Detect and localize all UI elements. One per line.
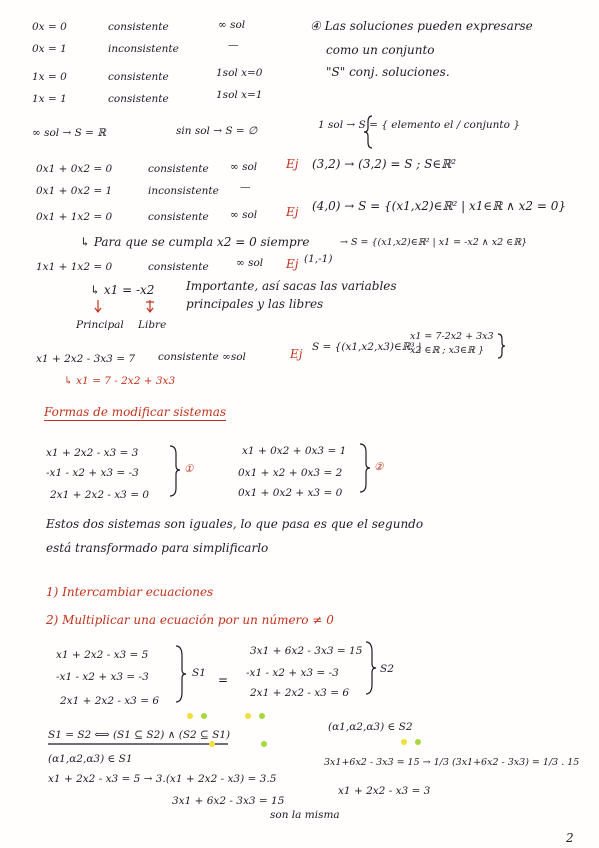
highlight-dot xyxy=(401,739,407,745)
eq2-r4-type: consistente xyxy=(148,261,209,273)
s1-label: ① xyxy=(184,463,194,475)
eq3-set-c: x2 ∈ℝ ; x3∈ℝ } xyxy=(410,345,484,356)
ej-label-2: Ej xyxy=(286,205,299,219)
sys-left-label: S1 xyxy=(192,667,206,679)
highlight-dot xyxy=(201,713,207,719)
equivalence: S1 = S2 ⟺ (S1 ⊆ S2) ∧ (S2 ⊆ S1) xyxy=(48,729,231,741)
sol-none-1: — xyxy=(228,39,239,51)
eq2-r2-type: inconsistente xyxy=(148,185,219,197)
operation-2: 2) Multiplicar una ecuación por un número ≠ 0 xyxy=(46,613,334,627)
tuple-s1: (α1,α2,α3) ∈ S1 xyxy=(48,753,133,765)
sys-right-row-3: 2x1 + 2x2 - x3 = 6 xyxy=(250,687,350,699)
ej-point-3: (1,-1) xyxy=(304,253,333,265)
highlight-dot xyxy=(259,713,265,719)
systems-equals: = xyxy=(218,673,229,687)
eq2-r3-type: consistente xyxy=(148,211,209,223)
eq3-set-a: S = {(x1,x2,x3)∈ℝ³ | xyxy=(312,341,422,353)
important-note-2: principales y las libres xyxy=(186,297,324,311)
sol-x1: 1sol x=1 xyxy=(216,89,263,101)
eq-1x-1: 1x = 1 xyxy=(32,93,67,105)
section-title: Formas de modificar sistemas xyxy=(44,406,226,421)
eq2-r3: 0x1 + 1x2 = 0 xyxy=(36,211,113,223)
condition-note: ↳ Para que se cumpla x2 = 0 siempre xyxy=(80,235,310,249)
sys-left-row-3: 2x1 + 2x2 - x3 = 6 xyxy=(60,695,160,707)
eq3: x1 + 2x2 - 3x3 = 7 xyxy=(36,353,136,365)
s2-row-3: 0x1 + 0x2 + x3 = 0 xyxy=(238,487,343,499)
brace-system-1 xyxy=(170,446,180,496)
ej-label-4: Ej xyxy=(290,347,303,361)
brace-s1 xyxy=(176,646,186,702)
important-note-1: Importante, así sacas las variables xyxy=(186,279,397,293)
eq-1x-0: 1x = 0 xyxy=(32,71,67,83)
eq2-r2-sol: — xyxy=(240,181,251,193)
eq2-r1-type: consistente xyxy=(148,163,209,175)
note-line-2: como un conjunto xyxy=(326,43,435,57)
sys-left-row-1: x1 + 2x2 - x3 = 5 xyxy=(56,649,149,661)
eq2-r4: 1x1 + 1x2 = 0 xyxy=(36,261,113,273)
eq2-r3-sol: ∞ sol xyxy=(230,209,258,221)
brace-s2 xyxy=(366,642,376,694)
sol-inf-1: ∞ sol xyxy=(218,19,246,31)
explanation-line-1: Estos dos sistemas son iguales, lo que pasa es que el segundo xyxy=(46,517,424,531)
label-libre: Libre xyxy=(138,319,167,331)
type-consistente-2: consistente xyxy=(108,71,169,83)
s2-row-2: 0x1 + x2 + 0x3 = 2 xyxy=(238,467,343,479)
eq-0x-1: 0x = 1 xyxy=(32,43,67,55)
s1-row-1: x1 + 2x2 - x3 = 3 xyxy=(46,447,139,459)
eq-0x-0: 0x = 0 xyxy=(32,21,67,33)
eq3-resolve: ↳ x1 = 7 - 2x2 + 3x3 xyxy=(64,375,176,387)
highlight-dot xyxy=(415,739,421,745)
type-inconsistente-1: inconsistente xyxy=(108,43,179,55)
proof-line-2: 3x1 + 6x2 - 3x3 = 15 xyxy=(172,795,285,807)
same-note: son la misma xyxy=(270,809,340,821)
highlight-dot xyxy=(245,713,251,719)
brace-single-set xyxy=(364,116,372,148)
eq3-type: consistente ∞sol xyxy=(158,351,246,363)
page-number: 2 xyxy=(566,831,574,845)
arrow-down-libre xyxy=(146,300,154,312)
ej-value-2: (4,0) → S = {(x1,x2)∈ℝ² | x1∈ℝ ∧ x2 = 0} xyxy=(312,199,567,213)
s1-row-3: 2x1 + 2x2 - x3 = 0 xyxy=(50,489,150,501)
set-infinite: ∞ sol → S = ℝ xyxy=(32,127,107,139)
label-principal: Principal xyxy=(76,319,124,331)
proof-line-1-right: 3x1+6x2 - 3x3 = 15 → 1/3 (3x1+6x2 - 3x3) = 1/3 . 15 xyxy=(324,757,580,768)
proof-line-1: x1 + 2x2 - x3 = 5 → 3.(x1 + 2x2 - x3) = 3.5 xyxy=(48,773,277,785)
brace-three-var xyxy=(498,334,505,358)
eq2-r1: 0x1 + 0x2 = 0 xyxy=(36,163,113,175)
note-line-3: "S" conj. soluciones. xyxy=(326,65,450,79)
highlight-dot xyxy=(261,741,267,747)
s2-label: ② xyxy=(374,461,384,473)
ej-value-1: (3,2) → (3,2) = S ; S∈ℝ² xyxy=(312,157,457,171)
highlight-dot xyxy=(187,713,193,719)
sys-right-row-2: -x1 - x2 + x3 = -3 xyxy=(246,667,339,679)
note-line-1: ④ Las soluciones pueden expresarse xyxy=(310,19,533,33)
set-empty: sin sol → S = ∅ xyxy=(176,125,258,137)
eq3-set-b: x1 = 7-2x2 + 3x3 xyxy=(410,331,494,342)
highlight-dot xyxy=(209,741,215,747)
s1-row-2: -x1 - x2 + x3 = -3 xyxy=(46,467,139,479)
x1-equals-neg-x2: ↳ x1 = -x2 xyxy=(90,283,155,297)
ej-set-3: → S = {(x1,x2)∈ℝ² | x1 = -x2 ∧ x2 ∈ℝ} xyxy=(340,237,528,248)
operation-1: 1) Intercambiar ecuaciones xyxy=(46,585,214,599)
explanation-line-2: está transformado para simplificarlo xyxy=(46,541,269,555)
eq2-r1-sol: ∞ sol xyxy=(230,161,258,173)
ej-label-1: Ej xyxy=(286,157,299,171)
s2-row-1: x1 + 0x2 + 0x3 = 1 xyxy=(242,445,347,457)
eq2-r2: 0x1 + 0x2 = 1 xyxy=(36,185,113,197)
sys-right-label: S2 xyxy=(380,663,394,675)
type-consistente-1: consistente xyxy=(108,21,169,33)
type-consistente-3: consistente xyxy=(108,93,169,105)
sol-x0: 1sol x=0 xyxy=(216,67,263,79)
sys-left-row-2: -x1 - x2 + x3 = -3 xyxy=(56,671,149,683)
tuple-s2: (α1,α2,α3) ∈ S2 xyxy=(328,721,413,733)
proof-line-2-right: x1 + 2x2 - x3 = 3 xyxy=(338,785,431,797)
arrow-down-principal xyxy=(95,300,101,312)
ej-label-3: Ej xyxy=(286,257,299,271)
eq2-r4-sol: ∞ sol xyxy=(236,257,264,269)
sys-right-row-1: 3x1 + 6x2 - 3x3 = 15 xyxy=(250,645,363,657)
set-single: 1 sol → S = { elemento el / conjunto } xyxy=(318,119,520,131)
brace-system-2 xyxy=(360,444,370,492)
